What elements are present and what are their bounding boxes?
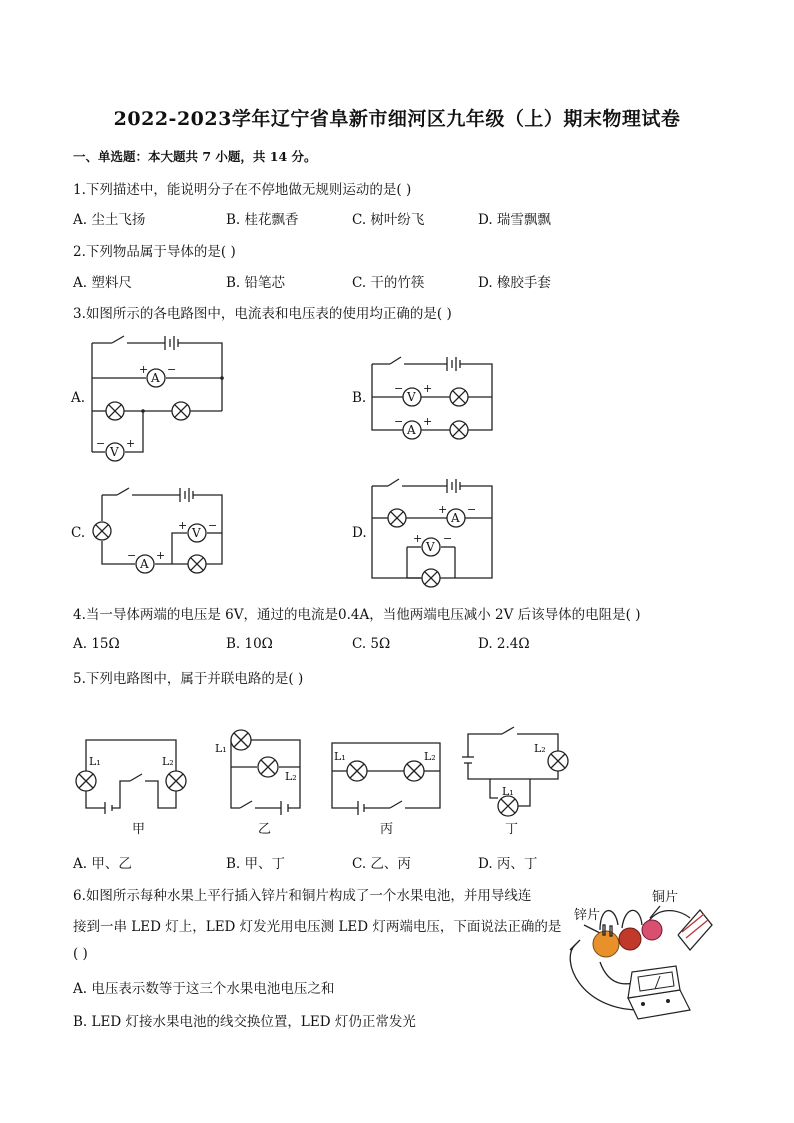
- q6-option-a[interactable]: A. 电压表示数等于这三个水果电池电压之和: [73, 981, 335, 997]
- q5-option-d[interactable]: D. 丙、丁: [478, 856, 538, 872]
- lamp-label-l2: L₂: [285, 770, 297, 783]
- section-heading: 一、单选题：本大题共 7 小题，共 14 分。: [73, 149, 317, 164]
- plus-sign: +: [126, 437, 136, 450]
- lamp-label-l1: L₁: [215, 742, 227, 755]
- q3-option-a[interactable]: A.: [71, 390, 86, 406]
- q4-option-a[interactable]: A. 15Ω: [73, 636, 120, 652]
- ammeter-label-b: A: [407, 423, 416, 437]
- question-6-stem-line-2: 接到一串 LED 灯上，LED 灯发光用电压测 LED 灯两端电压，下面说法正确的是: [73, 919, 562, 935]
- q1-option-b[interactable]: B. 桂花飘香: [226, 212, 299, 228]
- lamp-label-l1: L₁: [334, 750, 346, 763]
- q4-option-c[interactable]: C. 5Ω: [352, 636, 391, 652]
- q5-option-a[interactable]: A. 甲、乙: [73, 856, 132, 872]
- caption-yi: 乙: [258, 822, 272, 837]
- plus-sign: +: [423, 382, 433, 395]
- apple-fruit-icon: [619, 928, 641, 950]
- copper-plate-label: 铜片: [652, 890, 679, 905]
- plus-sign: +: [178, 519, 188, 532]
- question-6-stem-line-3: ( ): [73, 946, 88, 962]
- lamp-label-l1: L₁: [89, 755, 101, 768]
- q5-option-b[interactable]: B. 甲、丁: [226, 856, 286, 872]
- ammeter-label-d: A: [451, 511, 460, 525]
- q4-option-d[interactable]: D. 2.4Ω: [478, 636, 530, 652]
- minus-sign: −: [167, 363, 177, 376]
- q6-option-b[interactable]: B. LED 灯接水果电池的线交换位置，LED 灯仍正常发光: [73, 1014, 416, 1030]
- question-2-stem: 2.下列物品属于导体的是( ): [73, 244, 236, 260]
- plus-sign: +: [413, 532, 423, 545]
- voltmeter-device-icon: [628, 966, 690, 1019]
- q1-option-c[interactable]: C. 树叶纷飞: [352, 212, 425, 228]
- caption-bing: 丙: [380, 822, 394, 837]
- minus-sign: −: [394, 415, 404, 428]
- lamp-label-l2: L₂: [424, 750, 436, 763]
- q1-option-a[interactable]: A. 尘土飞扬: [73, 212, 146, 228]
- voltmeter-label-a: V: [110, 445, 119, 459]
- caption-ding: 丁: [505, 822, 519, 837]
- plus-sign: +: [139, 363, 149, 376]
- q3-option-c[interactable]: C.: [71, 525, 86, 541]
- zinc-plate-label: 锌片: [574, 908, 601, 923]
- ammeter-label-a: A: [151, 371, 160, 385]
- voltmeter-label-b: V: [407, 390, 416, 404]
- voltmeter-label-d: V: [426, 540, 435, 554]
- lamp-label-l2: L₂: [162, 755, 174, 768]
- q2-option-d[interactable]: D. 橡胶手套: [478, 275, 551, 291]
- question-6-stem-line-1: 6.如图所示每种水果上平行插入锌片和铜片构成了一个水果电池，并用导线连: [73, 888, 532, 904]
- minus-sign: −: [208, 519, 218, 532]
- q3-option-b[interactable]: B.: [352, 390, 367, 406]
- q2-option-a[interactable]: A. 塑料尺: [73, 275, 132, 291]
- q2-option-b[interactable]: B. 铅笔芯: [226, 275, 286, 291]
- ammeter-label-c: A: [140, 557, 149, 571]
- question-3-stem: 3.如图所示的各电路图中，电流表和电压表的使用均正确的是( ): [73, 306, 452, 322]
- question-5-stem: 5.下列电路图中，属于并联电路的是( ): [73, 671, 304, 687]
- minus-sign: −: [394, 382, 404, 395]
- question-1-stem: 1.下列描述中，能说明分子在不停地做无规则运动的是( ): [73, 182, 412, 198]
- q4-option-b[interactable]: B. 10Ω: [226, 636, 273, 652]
- plus-sign: +: [156, 549, 166, 562]
- minus-sign: −: [467, 503, 477, 516]
- orange-fruit-icon: [593, 931, 619, 957]
- minus-sign: −: [443, 532, 453, 545]
- plus-sign: +: [438, 503, 448, 516]
- minus-sign: −: [127, 549, 137, 562]
- page-title: 2022-2023学年辽宁省阜新市细河区九年级（上）期末物理试卷: [113, 108, 681, 130]
- dragonfruit-icon: [642, 920, 662, 940]
- plus-sign: +: [423, 415, 433, 428]
- q5-option-c[interactable]: C. 乙、丙: [352, 856, 411, 872]
- q2-option-c[interactable]: C. 干的竹筷: [352, 275, 425, 291]
- q1-option-d[interactable]: D. 瑞雪飘飘: [478, 212, 551, 228]
- voltmeter-label-c: V: [192, 526, 201, 540]
- minus-sign: −: [96, 437, 106, 450]
- caption-jia: 甲: [132, 822, 146, 837]
- q3-option-d[interactable]: D.: [352, 525, 367, 541]
- lamp-label-l1: L₁: [502, 785, 514, 798]
- lamp-label-l2: L₂: [534, 742, 546, 755]
- question-4-stem: 4.当一导体两端的电压是 6V，通过的电流是0.4A，当他两端电压减小 2V 后该导体的电阻是( ): [73, 607, 641, 623]
